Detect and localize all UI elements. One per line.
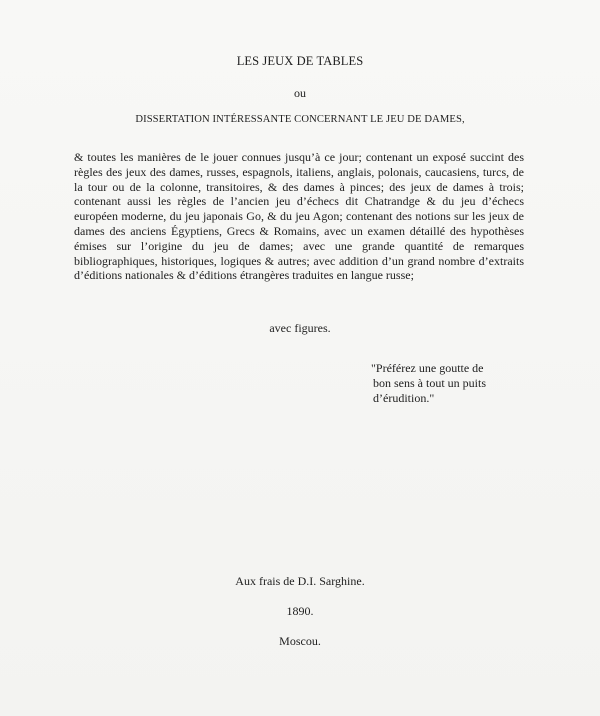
epigraph-quote	[371, 361, 486, 406]
title-conjunction: ou	[294, 86, 306, 100]
epigraph-line: "Préférez une goutte de	[371, 361, 484, 375]
publication-city: Moscou.	[279, 634, 321, 648]
epigraph-line: d’érudition."	[373, 391, 435, 405]
epigraph-line: bon sens à tout un puits	[373, 376, 486, 390]
document-subtitle: DISSERTATION INTÉRESSANTE CONCERNANT LE JEU DE DAMES,	[135, 114, 465, 125]
publication-year: 1890.	[286, 604, 314, 618]
document-title: LES JEUX DE TABLES	[236, 54, 364, 68]
publisher-line: Aux frais de D.I. Sarghine.	[235, 574, 365, 588]
figures-note: avec figures.	[269, 321, 331, 335]
description-paragraph: & toutes les manières de le jouer connues jusqu’à ce jour; contenant un exposé succint des règles des jeux des dames, russes, espagnols, italiens, anglais, polonais, caucasiens, turcs, de la tour ou de la colonne, transitoires, & des dames à pinces; des jeux de dames à trois; contenant aussi les règles de l’ancien jeu d’échecs dit Chatrandge & du jeu d’échecs européen moderne, du jeu japonais Go, & du jeu Agon; contenant des notions sur les jeux de dames des anciens Égyptiens, Grecs & Romains, avec un examen détaillé des hypothèses émises sur l’origine du jeu de dames; avec une grande quantité de remarques bibliographiques, historiques, logiques & autres; avec addition d’un grand nombre d’extraits d’éditions nationales & d’éditions étrangères traduites en langue russe;	[74, 150, 524, 283]
